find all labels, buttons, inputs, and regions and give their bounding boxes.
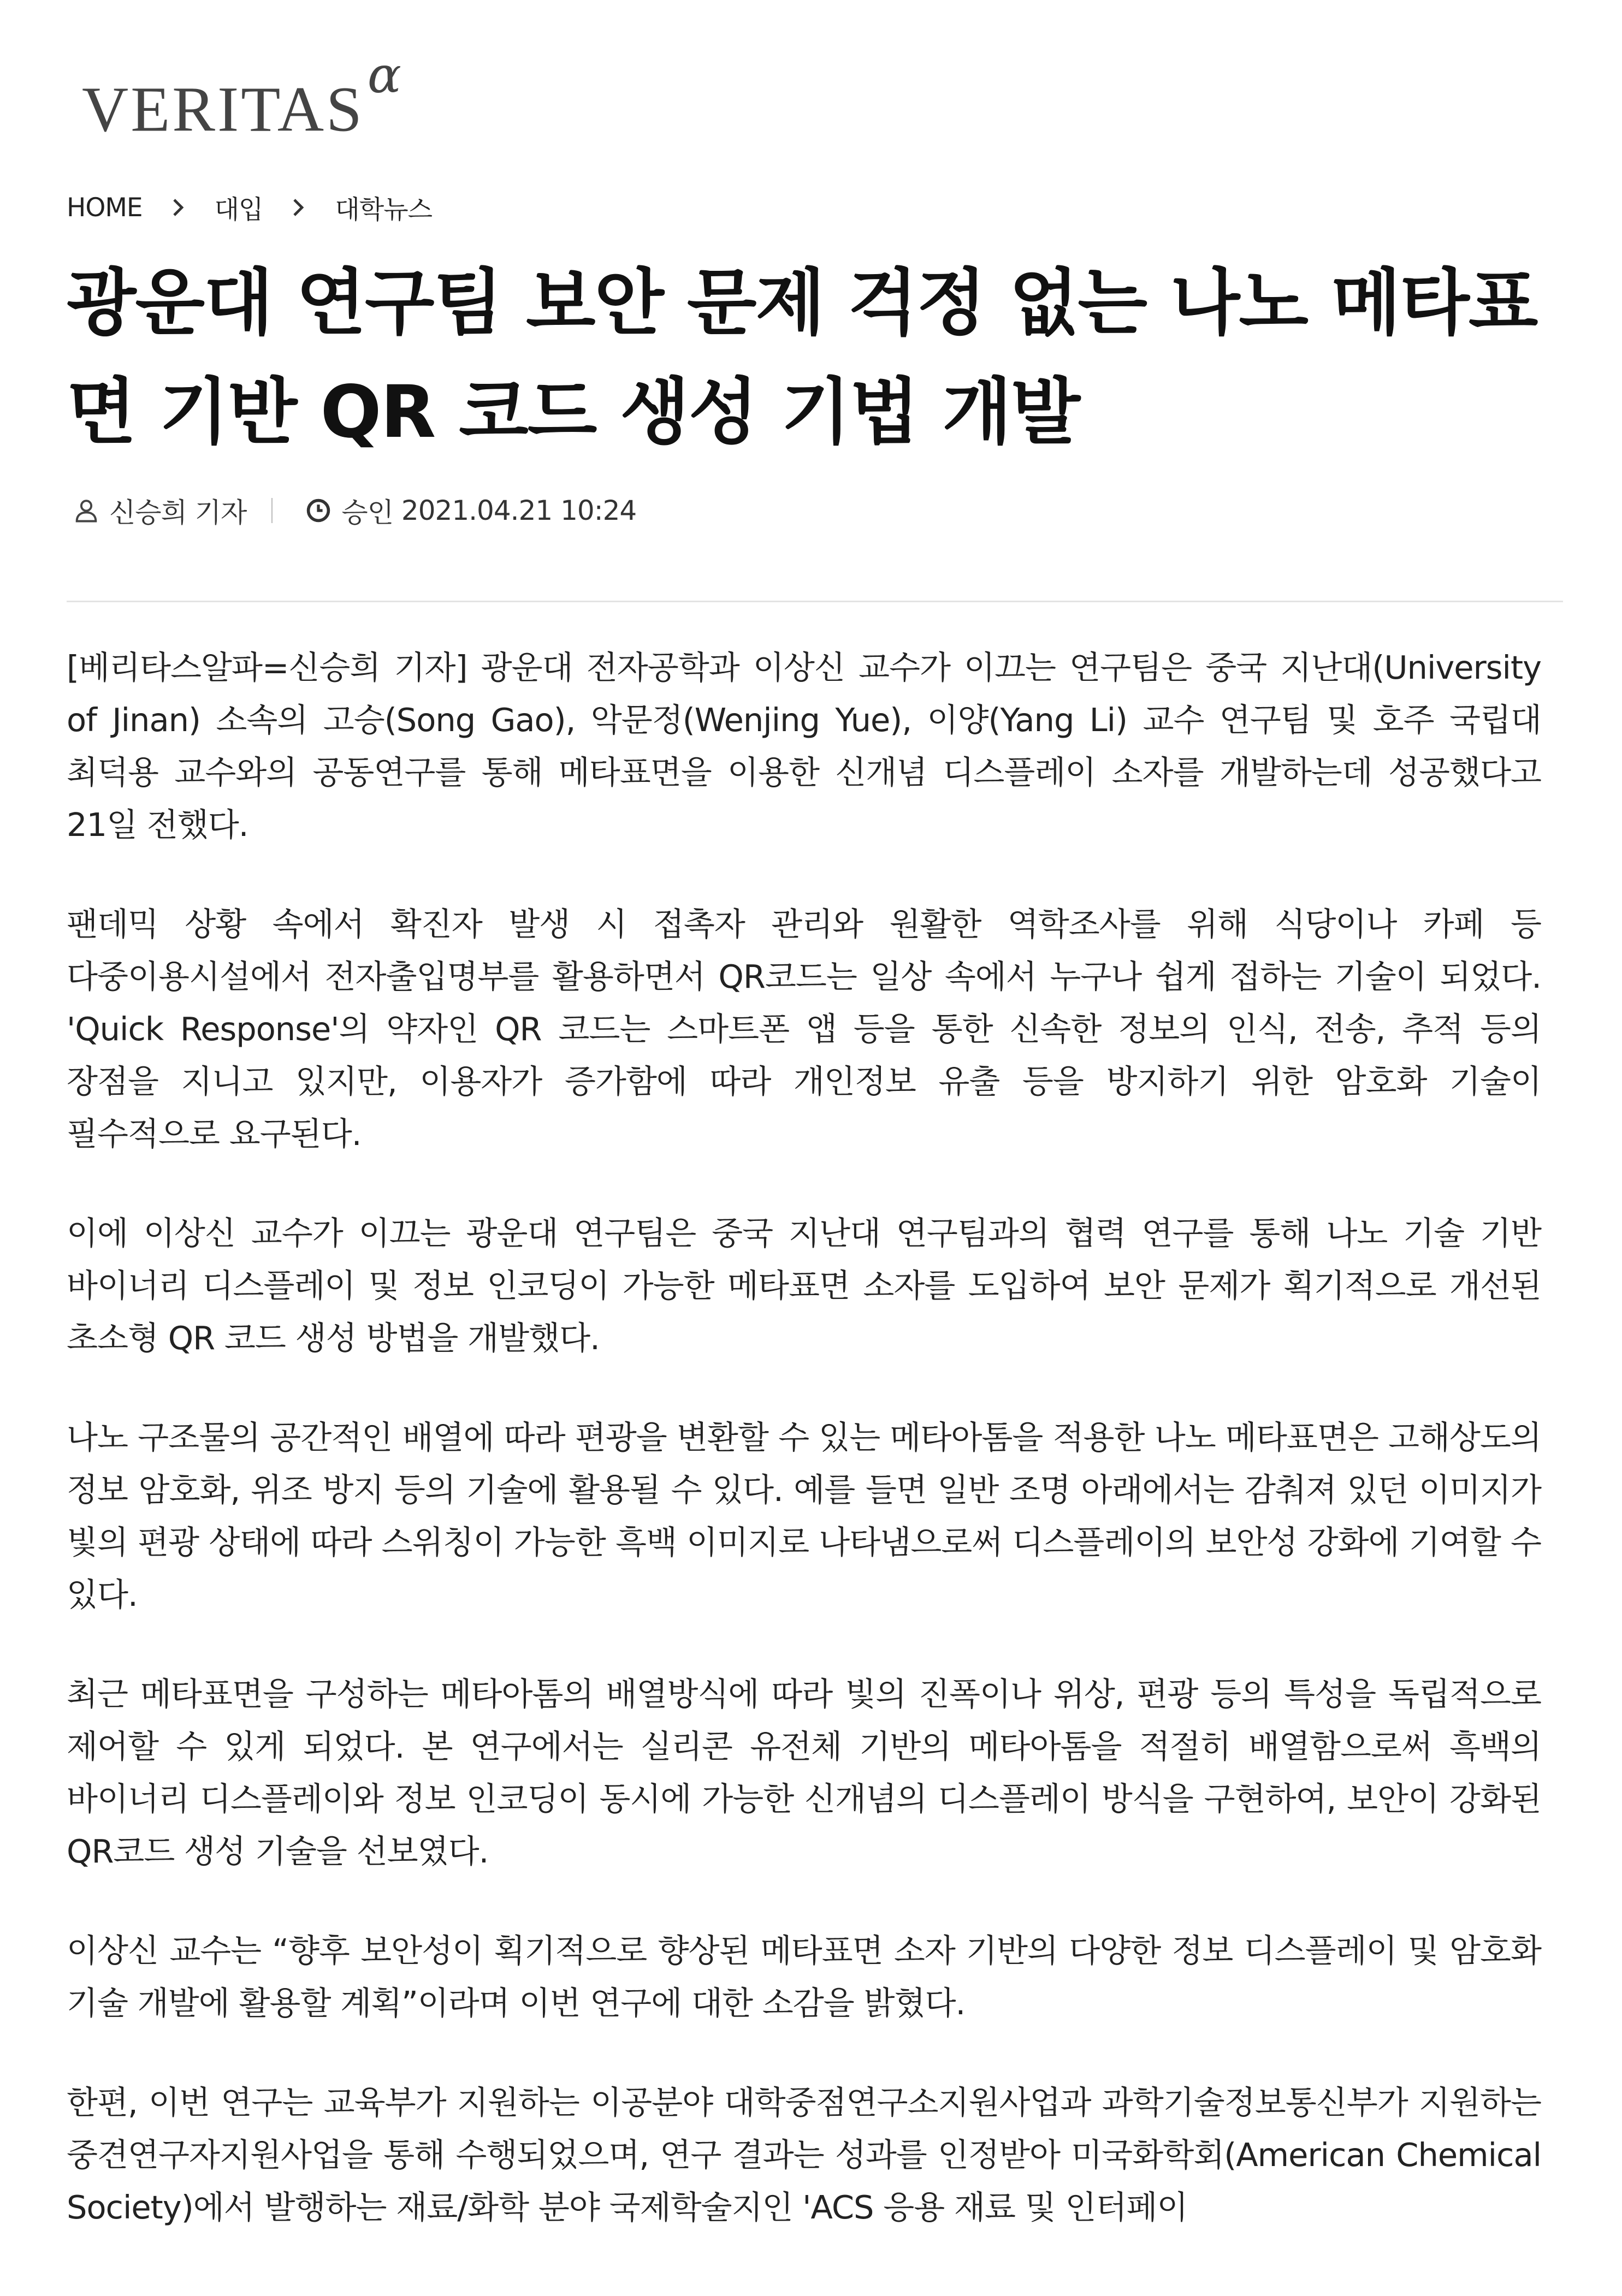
article-title: 광운대 연구팀 보안 문제 걱정 없는 나노 메타표면 기반 QR 코드 생성 기법 개발 (67, 261, 1537, 454)
article-paragraph: 최근 메타표면을 구성하는 메타아톰의 배열방식에 따라 빛의 진폭이나 위상, 편광 등의 특성을 독립적으로 제어할 수 있게 되었다. 본 연구에서는 실리콘 유전체 기반의 메타아톰을 적절히 배열함으로써 흑백의 바이너리 디스플레이와 정보 인코딩이 동시에 가능한 신개념의 디스플레이 방식을 구현하여, 보안이 강화된 QR코드 생성 기술을 선보였다. (67, 1675, 1541, 1870)
chevron-right-icon (288, 197, 310, 218)
breadcrumb-home[interactable]: HOME (67, 192, 143, 223)
approved-time: 2021.04.21 10:24 (401, 495, 637, 526)
article-paragraph: 팬데믹 상황 속에서 확진자 발생 시 접촉자 관리와 원활한 역학조사를 위해 식당이나 카페 등 다중이용시설에서 전자출입명부를 활용하면서 QR코드는 일상 속에서 누구나 쉽게 접하는 기술이 되었다. 'Quick Response'의 약자인 QR 코드는 스마트폰 앱 등을 통한 신속한 정보의 인식, 전송, 추적 등의 장점을 지니고 있지만, 이용자가 증가함에 따라 개인정보 유출 등을 방지하기 위한 암호화 기술이 필수적으로 요구된다. (67, 905, 1541, 1153)
article-body (67, 642, 1541, 2281)
article-meta (72, 491, 636, 530)
breadcrumb-university-news[interactable]: 대학뉴스 (335, 194, 433, 225)
article-paragraph: [베리타스알파=신승희 기자] 광운대 전자공학과 이상신 교수가 이끄는 연구팀은 중국 지난대(University of Jinan) 소속의 고승(Song Gao), 악문정(Wenjing Yue), 이양(Yang Li) 교수 연구팀 및 호주 국립대 최덕용 교수와의 공동연구를 통해 메타표면을 이용한 신개념 디스플레이 소자를 개발하는데 성공했다고 21일 전했다. (67, 649, 1542, 844)
article-paragraph: 나노 구조물의 공간적인 배열에 따라 편광을 변환할 수 있는 메타아톰을 적용한 나노 메타표면은 고해상도의 정보 암호화, 위조 방지 등의 기술에 활용될 수 있다. 예를 들면 일반 조명 아래에서는 감춰져 있던 이미지가 빛의 편광 상태에 따라 스위칭이 가능한 흑백 이미지로 나타냄으로써 디스플레이의 보안성 강화에 기여할 수 있다. (67, 1419, 1541, 1613)
logo-alpha-mark: α (367, 46, 404, 104)
user-icon (72, 496, 100, 525)
article-paragraph: 한편, 이번 연구는 교육부가 지원하는 이공분야 대학중점연구소지원사업과 과학기술정보통신부가 지원하는 중견연구자지원사업을 통해 수행되었으며, 연구 결과는 성과를 인정받아 미국화학회(American Chemical Society)에서 발행하는 재료/화학 분야 국제학술지인 'ACS 응용 재료 및 인터페이 (67, 2084, 1541, 2226)
header-divider (67, 601, 1563, 602)
article-author: 신승희 기자 (109, 497, 247, 529)
chevron-right-icon (168, 197, 190, 218)
breadcrumb (67, 188, 432, 227)
site-logo[interactable] (82, 46, 404, 145)
clock-icon (304, 496, 333, 525)
article-paragraph: 이에 이상신 교수가 이끄는 광운대 연구팀은 중국 지난대 연구팀과의 협력 연구를 통해 나노 기술 기반 바이너리 디스플레이 및 정보 인코딩이 가능한 메타표면 소자를 도입하여 보안 문제가 획기적으로 개선된 초소형 QR 코드 생성 방법을 개발했다. (67, 1214, 1541, 1357)
approved-label: 승인 (341, 497, 394, 529)
logo-wordmark: VERITAS (82, 73, 364, 145)
breadcrumb-admission[interactable]: 대입 (214, 194, 263, 225)
meta-divider (271, 498, 273, 523)
article-paragraph: 이상신 교수는 “향후 보안성이 획기적으로 향상된 메타표면 소자 기반의 다양한 정보 디스플레이 및 암호화 기술 개발에 활용할 계획”이라며 이번 연구에 대한 소감을 밝혔다. (67, 1932, 1541, 2022)
